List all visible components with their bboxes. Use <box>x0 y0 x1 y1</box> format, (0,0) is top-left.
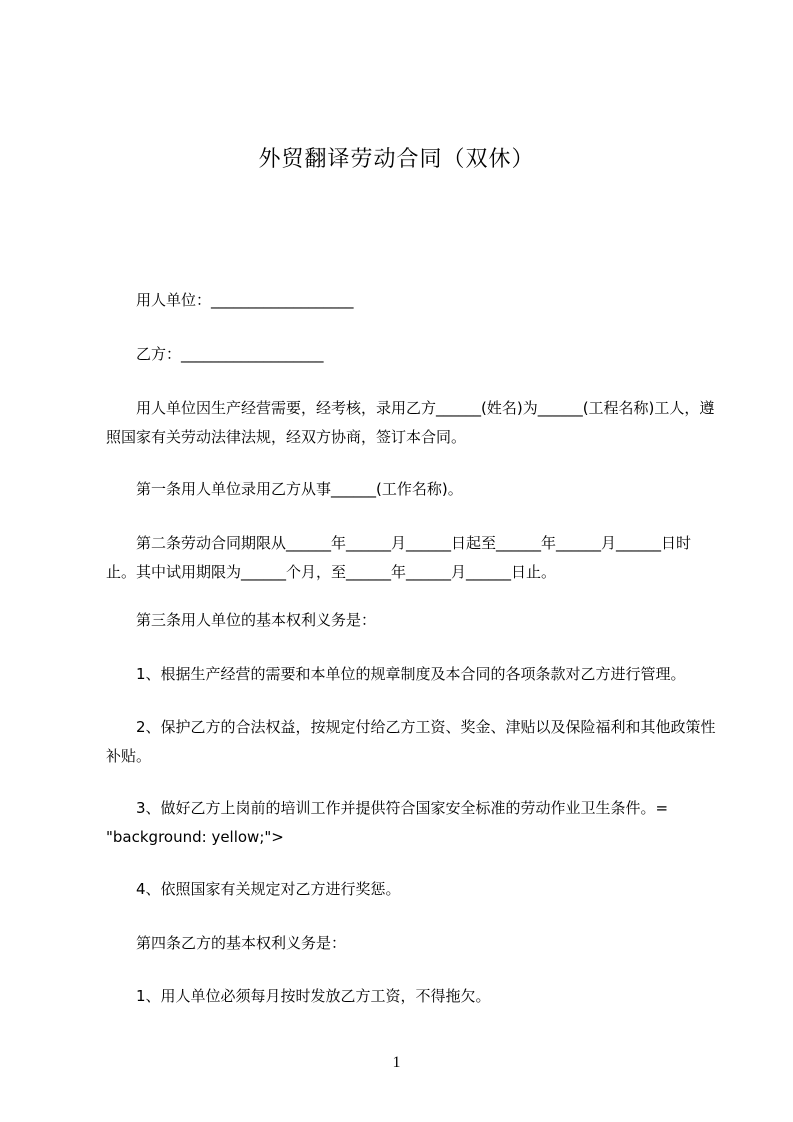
document-title: 外贸翻译劳动合同（双休） <box>258 147 535 172</box>
article-3-item-3: 3、做好乙方上岗前的培训工作并提供符合国家安全标准的劳动作业卫生条件。= "background: yellow;"> <box>106 799 673 846</box>
article-2: 第二条劳动合同期限从______年______月______日起至______年______月______日时止。其中试用期限为______个月，至______年______月______日止。 <box>106 534 692 581</box>
article-3: 第三条用人单位的基本权利义务是： <box>136 611 377 629</box>
party-b-field: 乙方：___________________ <box>136 345 324 363</box>
article-3-item-1: 1、根据生产经营的需要和本单位的规章制度及本合同的各项条款对乙方进行管理。 <box>136 665 686 683</box>
article-4-item-1: 1、用人单位必须每月按时发放乙方工资，不得拖欠。 <box>136 987 491 1005</box>
article-3-item-4: 4、依照国家有关规定对乙方进行奖惩。 <box>136 880 401 898</box>
article-1: 第一条用人单位录用乙方从事______(工作名称)。 <box>136 480 463 498</box>
intro-paragraph: 用人单位因生产经营需要，经考核，录用乙方______(姓名)为______(工程名称)工人，遵照国家有关劳动法律法规，经双方协商，签订本合同。 <box>106 399 715 446</box>
employer-field: 用人单位：___________________ <box>136 291 354 309</box>
page-number: 1 <box>392 1054 401 1071</box>
article-4: 第四条乙方的基本权利义务是： <box>136 934 347 952</box>
article-3-item-2: 2、保护乙方的合法权益，按规定付给乙方工资、奖金、津贴以及保险福利和其他政策性补贴。 <box>106 718 716 765</box>
